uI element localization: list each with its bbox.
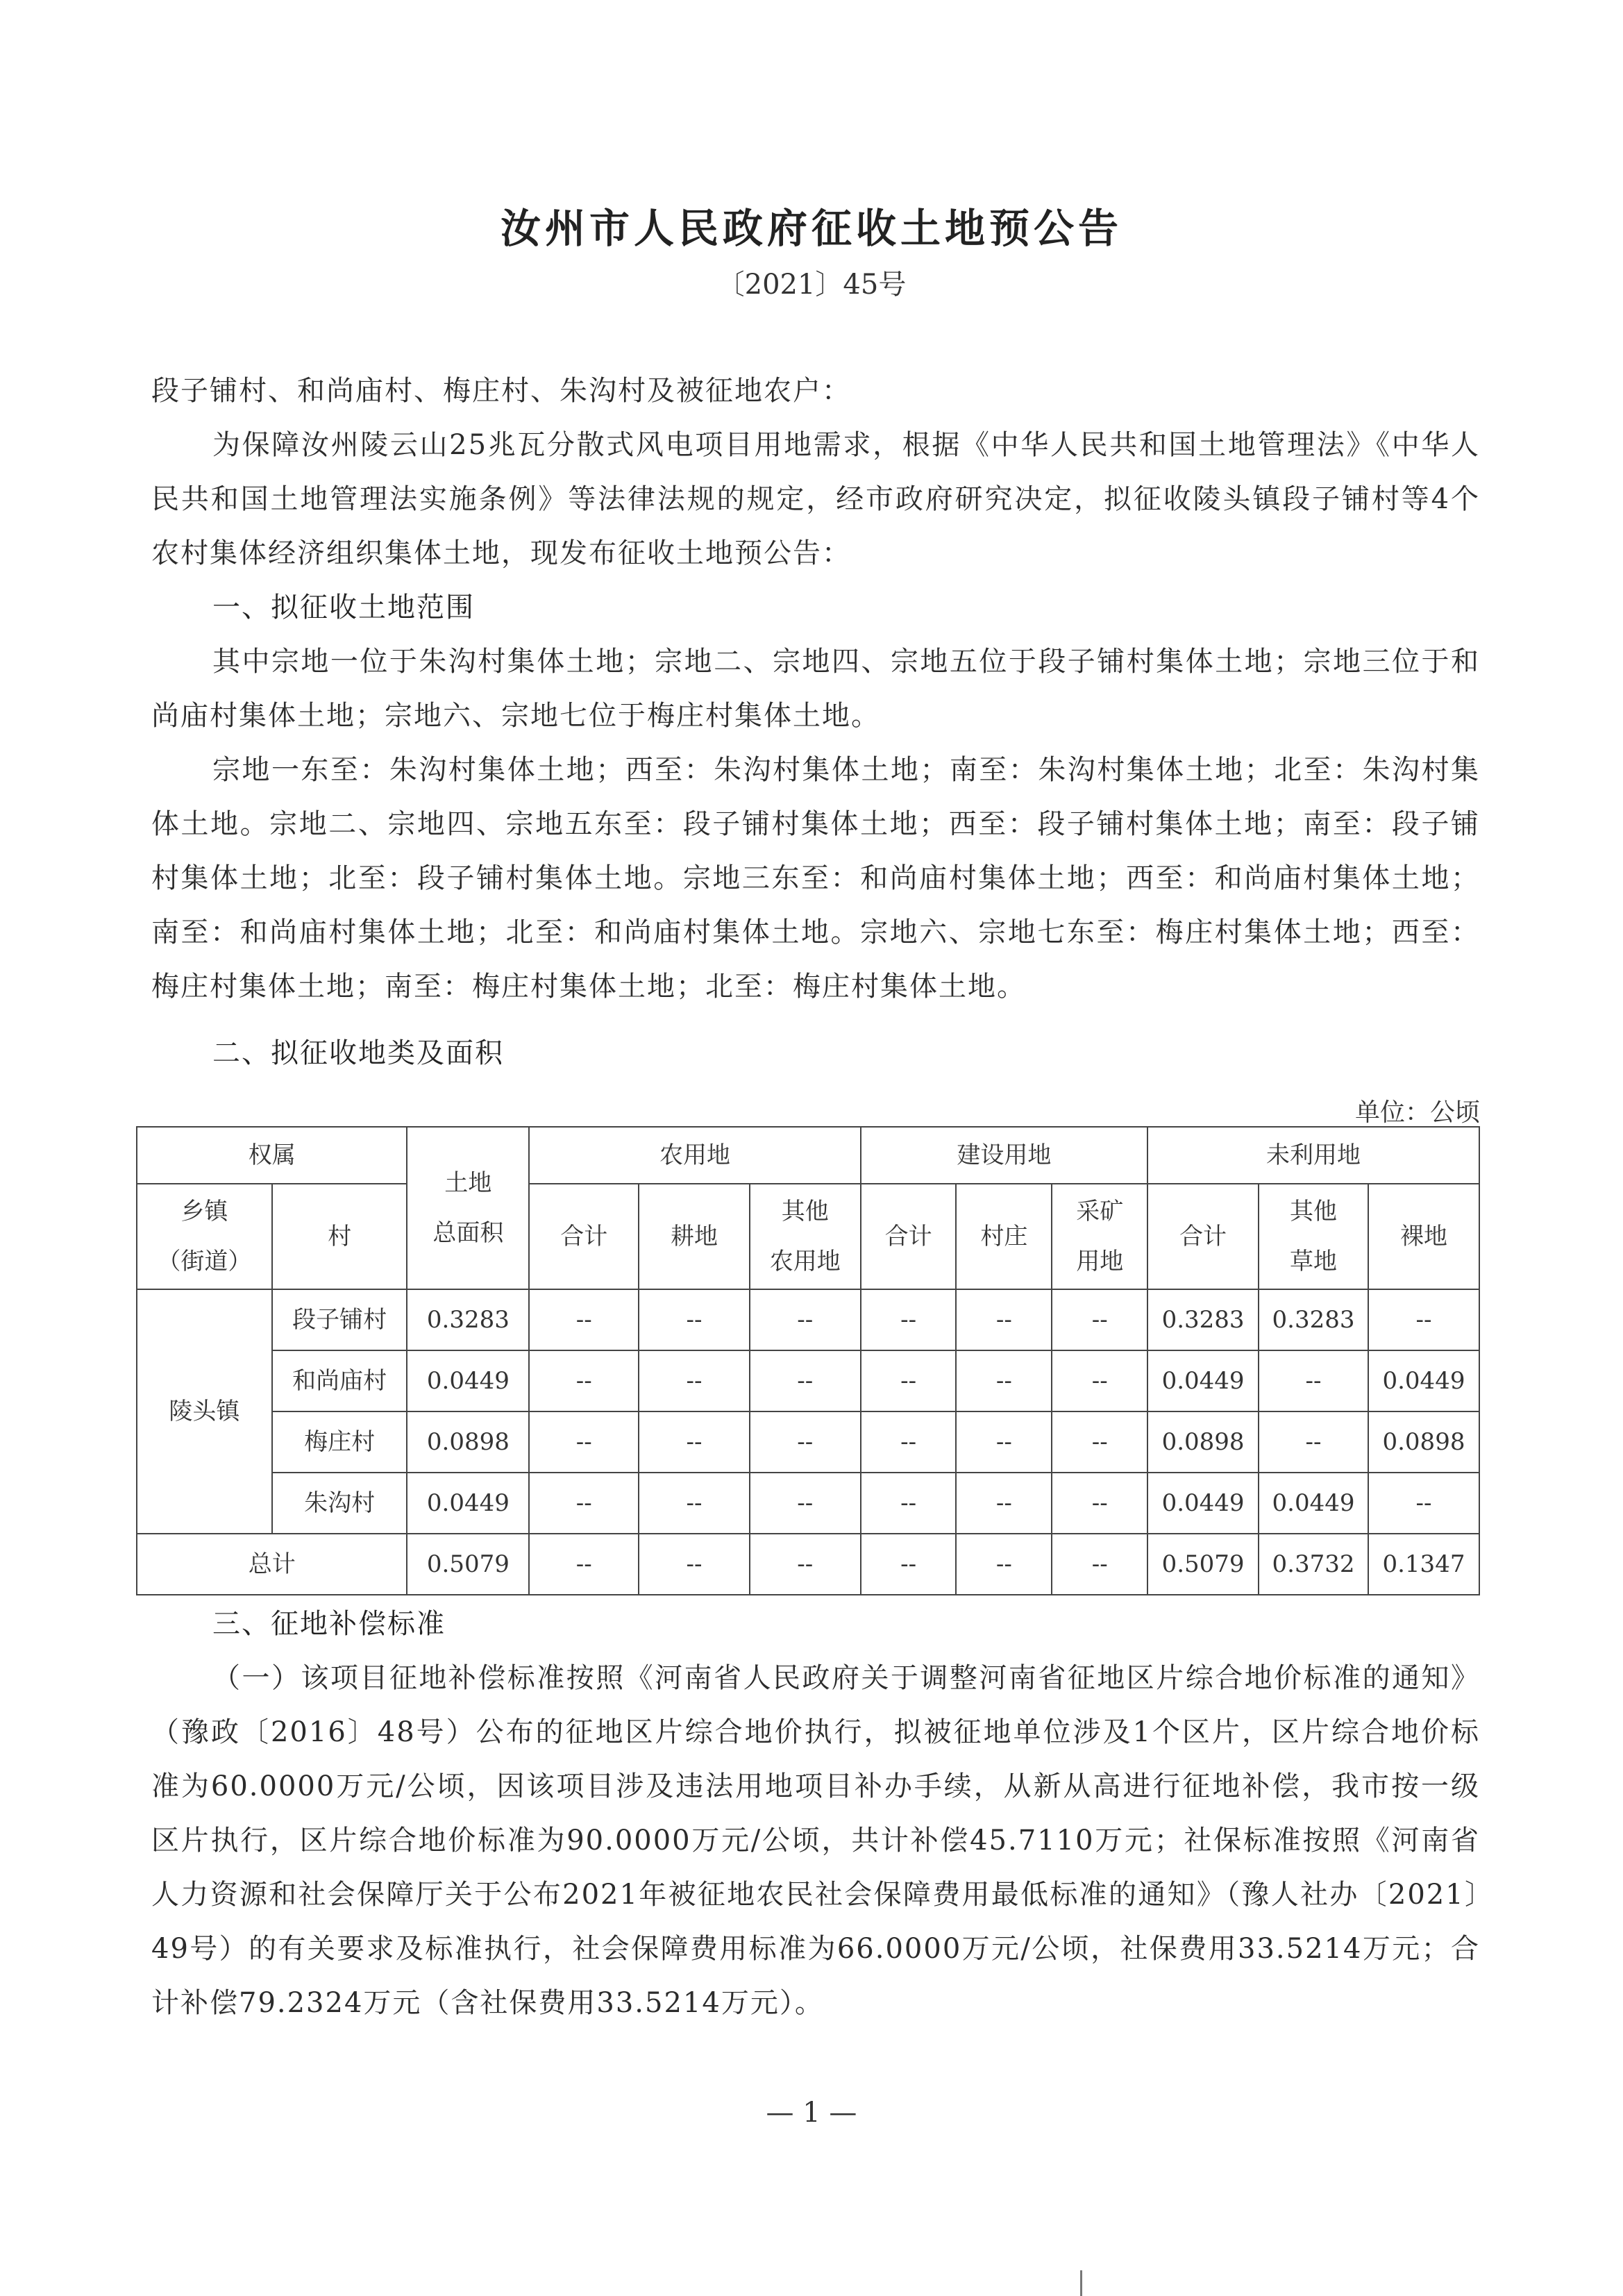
total-cell: -- xyxy=(529,1534,639,1595)
header-construction-subtotal: 合计 xyxy=(861,1184,957,1289)
value-cell: -- xyxy=(639,1289,750,1350)
header-other-grass-line2: 草地 xyxy=(1289,1248,1337,1275)
unit-label: 单位：公顷 xyxy=(1354,1098,1480,1127)
header-agri-land: 农用地 xyxy=(529,1127,860,1184)
value-cell: -- xyxy=(1052,1473,1147,1534)
value-cell: -- xyxy=(956,1289,1052,1350)
value-cell: -- xyxy=(1368,1289,1479,1350)
header-unused-subtotal: 合计 xyxy=(1147,1184,1259,1289)
value-cell: 0.0449 xyxy=(1368,1350,1479,1411)
total-cell: -- xyxy=(750,1534,861,1595)
header-other-grass-line1: 其他 xyxy=(1289,1198,1337,1225)
header-total-area-line1: 土地 xyxy=(444,1169,492,1197)
total-cell: 0.5079 xyxy=(1147,1534,1259,1595)
header-ownership: 权属 xyxy=(137,1127,407,1184)
value-cell: 0.0449 xyxy=(407,1350,529,1411)
value-cell: -- xyxy=(750,1289,861,1350)
header-mining xyxy=(1052,1184,1147,1289)
township-cell: 陵头镇 xyxy=(137,1289,272,1534)
value-cell: -- xyxy=(956,1350,1052,1411)
value-cell: -- xyxy=(750,1350,861,1411)
value-cell: -- xyxy=(639,1473,750,1534)
value-cell: -- xyxy=(861,1411,957,1473)
total-cell: 0.5079 xyxy=(407,1534,529,1595)
intro-paragraph: 为保障汝州陵云山25兆瓦分散式风电项目用地需求，根据《中华人民共和国土地管理法》《中华人民共和国土地管理法实施条例》等法律法规的规定，经市政府研究决定，拟征收陵头镇段子铺村等4个农村集体经济组织集体土地，现发布征收土地预公告： xyxy=(151,429,1480,569)
total-cell: 0.1347 xyxy=(1368,1534,1479,1595)
village-cell: 梅庄村 xyxy=(272,1411,407,1473)
header-other-agri-line1: 其他 xyxy=(781,1198,829,1225)
value-cell: 0.0449 xyxy=(407,1473,529,1534)
document-number: 〔2021〕45号 xyxy=(716,269,907,301)
header-township-line2: （街道） xyxy=(157,1248,252,1275)
total-cell: 0.3732 xyxy=(1259,1534,1368,1595)
table-header-row-1 xyxy=(137,1127,1479,1184)
value-cell: -- xyxy=(639,1411,750,1473)
header-total-area xyxy=(407,1127,529,1289)
village-cell: 和尚庙村 xyxy=(272,1350,407,1411)
header-arable: 耕地 xyxy=(639,1184,750,1289)
total-cell: -- xyxy=(956,1534,1052,1595)
total-cell: -- xyxy=(1052,1534,1147,1595)
value-cell: -- xyxy=(529,1411,639,1473)
land-area-table xyxy=(136,1126,1480,1595)
binding-mark xyxy=(1080,2270,1082,2296)
value-cell: 0.3283 xyxy=(1147,1289,1259,1350)
header-mining-line2: 用地 xyxy=(1076,1248,1124,1275)
value-cell: -- xyxy=(1052,1289,1147,1350)
page-number: — 1 — xyxy=(766,2097,857,2129)
section1-paragraph-1: 其中宗地一位于朱沟村集体土地；宗地二、宗地四、宗地五位于段子铺村集体土地；宗地三位于和尚庙村集体土地；宗地六、宗地七位于梅庄村集体土地。 xyxy=(151,646,1480,732)
village-cell: 朱沟村 xyxy=(272,1473,407,1534)
document-title: 汝州市人民政府征收土地预公告 xyxy=(500,205,1122,252)
value-cell: -- xyxy=(861,1473,957,1534)
value-cell: -- xyxy=(529,1289,639,1350)
table-row xyxy=(137,1350,1479,1411)
value-cell: -- xyxy=(1259,1411,1368,1473)
section3-paragraph-1: （一）该项目征地补偿标准按照《河南省人民政府关于调整河南省征地区片综合地价标准的通知》（豫政〔2016〕48号）公布的征地区片综合地价执行，拟被征地单位涉及1个区片，区片综合地价标准为60.0000万元/公顷，因该项目涉及违法用地项目补办手续，从新从高进行征地补偿，我市按一级区片执行，区片综合地价标准为90.0000万元/公顷，共计补偿45.7110万元；社保标准按照《河南省人力资源和社会保障厅关于公布2021年被征地农民社会保障费用最低标准的通知》（豫人社办〔2021〕49号）的有关要求及标准执行，社会保障费用标准为66.0000万元/公顷，社保费用33.5214万元；合计补偿79.2324万元（含社保费用33.5214万元）。 xyxy=(151,1662,1480,2019)
value-cell: 0.0898 xyxy=(1368,1411,1479,1473)
value-cell: 0.3283 xyxy=(1259,1289,1368,1350)
value-cell: 0.0449 xyxy=(1259,1473,1368,1534)
header-construction-land: 建设用地 xyxy=(861,1127,1147,1184)
header-total-area-line2: 总面积 xyxy=(432,1219,504,1247)
value-cell: -- xyxy=(750,1473,861,1534)
total-cell: -- xyxy=(861,1534,957,1595)
value-cell: -- xyxy=(956,1411,1052,1473)
village-cell: 段子铺村 xyxy=(272,1289,407,1350)
value-cell: -- xyxy=(1259,1350,1368,1411)
total-cell: -- xyxy=(639,1534,750,1595)
value-cell: -- xyxy=(956,1473,1052,1534)
header-other-agri-line2: 农用地 xyxy=(769,1248,841,1275)
value-cell: -- xyxy=(1052,1350,1147,1411)
value-cell: -- xyxy=(529,1473,639,1534)
total-label-cell: 总计 xyxy=(137,1534,407,1595)
table-row xyxy=(137,1289,1479,1350)
value-cell: -- xyxy=(639,1350,750,1411)
table-row xyxy=(137,1411,1479,1473)
header-village: 村 xyxy=(272,1184,407,1289)
header-unused-land: 未利用地 xyxy=(1147,1127,1479,1184)
value-cell: -- xyxy=(1368,1473,1479,1534)
value-cell: 0.0449 xyxy=(1147,1473,1259,1534)
salutation: 段子铺村、和尚庙村、梅庄村、朱沟村及被征地农户： xyxy=(151,375,851,407)
value-cell: -- xyxy=(1052,1411,1147,1473)
header-other-grass xyxy=(1259,1184,1368,1289)
value-cell: 0.0898 xyxy=(1147,1411,1259,1473)
table-total-row xyxy=(137,1534,1479,1595)
value-cell: 0.0449 xyxy=(1147,1350,1259,1411)
section2-heading: 二、拟征收地类及面积 xyxy=(212,1037,504,1069)
header-mining-line1: 采矿 xyxy=(1076,1198,1124,1225)
table-header-row-2 xyxy=(137,1184,1479,1289)
value-cell: -- xyxy=(529,1350,639,1411)
header-township-line1: 乡镇 xyxy=(180,1198,228,1225)
section1-paragraph-2: 宗地一东至：朱沟村集体土地；西至：朱沟村集体土地；南至：朱沟村集体土地；北至：朱沟村集体土地。宗地二、宗地四、宗地五东至：段子铺村集体土地；西至：段子铺村集体土地；南至：段子铺村集体土地；北至：段子铺村集体土地。宗地三东至：和尚庙村集体土地；西至：和尚庙村集体土地；南至：和尚庙村集体土地；北至：和尚庙村集体土地。宗地六、宗地七东至：梅庄村集体土地；西至：梅庄村集体土地；南至：梅庄村集体土地；北至：梅庄村集体土地。 xyxy=(151,754,1480,1003)
table-row xyxy=(137,1473,1479,1534)
header-other-agri xyxy=(750,1184,861,1289)
value-cell: -- xyxy=(861,1350,957,1411)
value-cell: 0.3283 xyxy=(407,1289,529,1350)
value-cell: -- xyxy=(861,1289,957,1350)
value-cell: -- xyxy=(750,1411,861,1473)
section1-heading: 一、拟征收土地范围 xyxy=(212,592,475,623)
header-village-land: 村庄 xyxy=(956,1184,1052,1289)
header-township xyxy=(137,1184,272,1289)
value-cell: 0.0898 xyxy=(407,1411,529,1473)
header-bare-land: 裸地 xyxy=(1368,1184,1479,1289)
header-agri-subtotal: 合计 xyxy=(529,1184,639,1289)
section3-heading: 三、征地补偿标准 xyxy=(212,1608,446,1640)
